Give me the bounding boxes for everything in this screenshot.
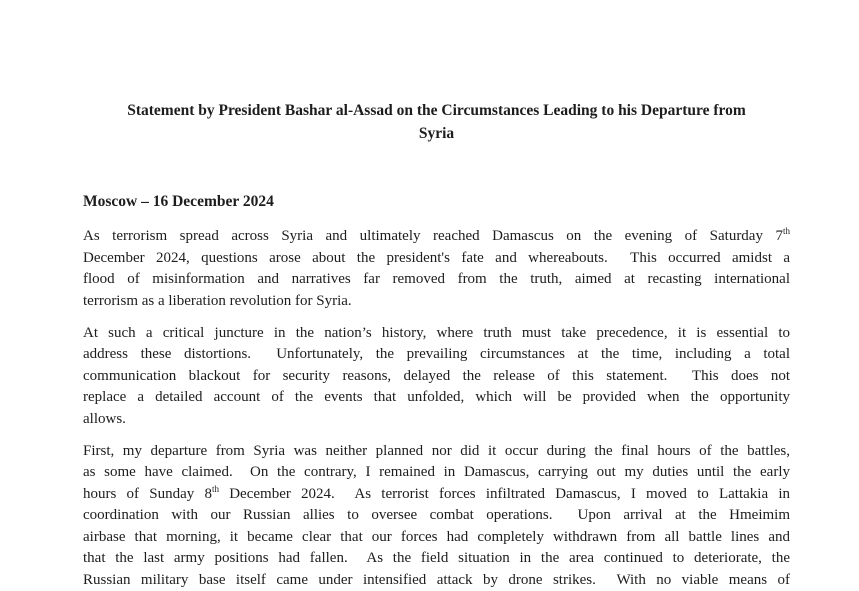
- text-line: that the last army positions had fallen. As the field situation in the area continued to deteriorate, the: [83, 548, 790, 570]
- dateline: Moscow – 16 December 2024: [83, 191, 790, 212]
- text-line: At such a critical juncture in the nation’s history, where truth must take precedence, it is essential to: [83, 323, 790, 345]
- document-title: [83, 99, 790, 145]
- text-line: address these distortions. Unfortunately, the prevailing circumstances at the time, including a total: [83, 344, 790, 366]
- text-line: airbase that morning, it became clear that our forces had completely withdrawn from all battle lines and: [83, 527, 790, 549]
- paragraph: [83, 226, 790, 312]
- text-line: terrorism as a liberation revolution for Syria.: [83, 291, 790, 313]
- text-line: as some have claimed. On the contrary, I remained in Damascus, carrying out my duties until the early: [83, 462, 790, 484]
- title-line-1: Statement by President Bashar al-Assad on the Circumstances Leading to his Departure from: [83, 99, 790, 122]
- text-line: replace a detailed account of the events that unfolded, which will be provided when the opportunity: [83, 387, 790, 409]
- text-line: December 2024, questions arose about the president's fate and whereabouts. This occurred amidst a: [83, 248, 790, 270]
- text-line: flood of misinformation and narratives far removed from the truth, aimed at recasting international: [83, 269, 790, 291]
- text-line: allows.: [83, 409, 790, 431]
- text-line: As terrorism spread across Syria and ultimately reached Damascus on the evening of Saturday 7th: [83, 226, 790, 248]
- text-line: Russian military base itself came under intensified attack by drone strikes. With no viable means of: [83, 570, 790, 591]
- text-line: coordination with our Russian allies to oversee combat operations. Upon arrival at the Hmeimim: [83, 505, 790, 527]
- text-line: communication blackout for security reasons, delayed the release of this statement. This does not: [83, 366, 790, 388]
- text-line: hours of Sunday 8th December 2024. As terrorist forces infiltrated Damascus, I moved to Lattakia in: [83, 484, 790, 506]
- text-line: First, my departure from Syria was neither planned nor did it occur during the final hours of the battles,: [83, 441, 790, 463]
- paragraph: [83, 323, 790, 431]
- title-line-2: Syria: [83, 122, 790, 145]
- document-body: [83, 226, 790, 591]
- paragraph: [83, 441, 790, 591]
